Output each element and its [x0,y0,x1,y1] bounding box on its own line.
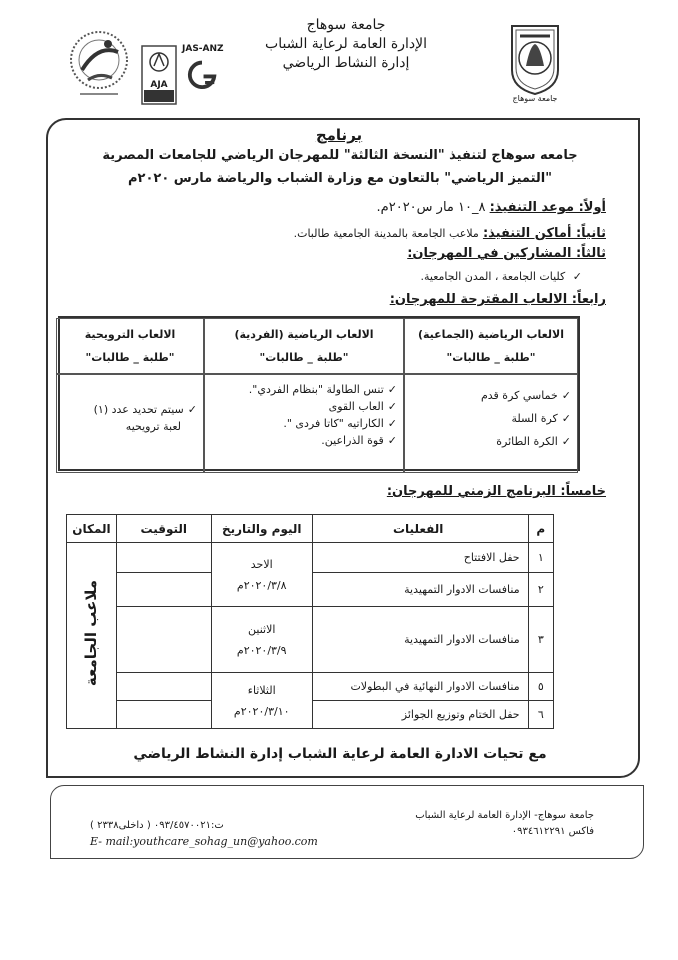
participants: كليات الجامعة ، المدن الجامعية. [420,270,566,283]
row-num: ٢ [528,573,553,607]
row-day: الثلاثاء [247,683,276,697]
game-name: العاب القوى [328,400,384,413]
list-item [211,417,397,430]
row-activity: منافسات الادوار النهائية في البطولات [312,673,528,701]
section-second [294,226,606,241]
list-item [63,403,197,416]
program-title: برنامج [315,126,363,144]
list-item [211,383,397,396]
section-first-value: ٨_١٠ مار س٢٠٢٠م. [376,200,486,215]
section-name: إدارة النشاط الرياضي [282,55,410,71]
section-fifth-label: خامساً: البرنامج الزمني للمهرجان: [386,484,606,499]
department-name: الإدارة العامة لرعاية الشباب [265,36,427,52]
row-date [211,607,312,673]
title-line-1: جامعه سوهاج لتنفيذ "النسخة الثالثة" للمهرجان الرياضي للجامعات المصرية [102,148,578,163]
games-table [58,316,580,471]
header-date: اليوم والتاريخ [211,515,312,543]
row-date-value: ٢٠٢٠/٣/١٠م [233,704,290,718]
section-second-value: ملاعب الجامعة بالمدينة الجامعية طالبات. [293,227,479,240]
games-team-sub: "طلبة _ طالبات" [446,351,536,364]
university-name: جامعة سوهاج [306,17,386,33]
checkmark-icon: ✓ [187,403,197,416]
games-individual-sub: "طلبة _ طالبات" [259,351,349,364]
row-activity: منافسات الادوار التمهيدية [312,607,528,673]
header-num: م [528,515,553,543]
header-place: المكان [67,515,117,543]
jas-anz-logo-icon [180,58,224,104]
games-recreational-list [56,374,204,473]
game-name: الكاراتيه "كاتا فردى ". [283,417,384,430]
list-item [63,420,197,433]
table-row [67,607,554,673]
footer-contact-right [358,808,594,840]
footer-contact-left [90,818,340,850]
row-activity: منافسات الادوار التمهيدية [312,573,528,607]
checkmark-icon: ✓ [561,389,571,402]
row-day: الاحد [250,557,273,571]
header-time: التوقيت [116,515,211,543]
game-name: الكرة الطائرة [496,435,558,448]
row-time [116,701,211,729]
checkmark-icon: ✓ [387,383,397,396]
section-third-item [420,270,582,283]
footer-email: E- mail:youthcare_sohag_un@yahoo.com [90,835,318,848]
row-time [116,673,211,701]
game-note: لعبة ترويحيه [125,420,181,433]
checkmark-icon: ✓ [561,435,571,448]
university-seal-icon [506,22,564,104]
footer-address: جامعة سوهاج- الإدارة العامة لرعاية الشباب [415,810,594,821]
letterhead [230,16,462,73]
games-team-title: الالعاب الرياضية (الجماعية) [417,328,564,341]
games-individual-title: الالعاب الرياضية (الفردية) [234,328,374,341]
table-row [67,543,554,573]
game-name: كرة السلة [511,412,558,425]
row-time [116,543,211,573]
row-date [211,543,312,607]
list-item [211,434,397,447]
schedule-header-row [67,515,554,543]
row-date-value: ٢٠٢٠/٣/٩م [236,643,287,657]
closing-signature: مع تحيات الادارة العامة لرعاية الشباب إدارة النشاط الرياضي [133,746,547,762]
row-date [211,673,312,729]
row-num: ٦ [528,701,553,729]
list-item [411,412,571,425]
checkmark-icon: ✓ [572,270,582,283]
checkmark-icon: ✓ [561,412,571,425]
aja-label: AJA [150,80,168,90]
game-note: سيتم تحديد عدد (١) [93,403,184,416]
section-third-label: ثالثاً: المشاركين في المهرجان: [407,246,606,261]
section-fourth [390,292,606,307]
section-first-label: أولاً: موعد التنفيذ: [489,200,606,215]
section-second-label: ثانياً: أماكن التنفيذ: [482,226,606,241]
place-name: ملاعب الجامعة [82,580,101,687]
schedule-table [66,514,554,729]
row-day: الاثنين [248,622,276,636]
schedule-place [67,543,117,729]
section-fifth [387,484,606,499]
row-num: ١ [528,543,553,573]
section-fourth-label: رابعاً: الالعاب المقترحة للمهرجان: [389,292,606,307]
row-activity: حفل الختام وتوزيع الجوائز [312,701,528,729]
games-recreational-title: الالعاب الترويحية [84,328,176,341]
row-date-value: ٢٠٢٠/٣/٨م [236,578,287,592]
game-name: خماسي كرة قدم [480,389,558,402]
footer-phone: ت:٠٩٣/٤٥٧٠٠٢١ ( داخلى٢٣٣٨ ) [90,820,224,831]
row-time [116,607,211,673]
aja-certification-icon [140,44,178,106]
title-line-2: "التميز الرياضي" بالتعاون مع وزارة الشباب والرياضة مارس ٢٠٢٠م [127,171,553,186]
sports-activity-logo-icon [68,22,130,114]
row-num: ٣ [528,607,553,673]
games-recreational-sub: "طلبة _ طالبات" [85,351,175,364]
games-recreational-header [56,318,204,374]
list-item [411,435,571,448]
checkmark-icon: ✓ [387,434,397,447]
table-row [67,673,554,701]
checkmark-icon: ✓ [387,400,397,413]
section-third [407,246,606,261]
row-num: ٥ [528,673,553,701]
list-item [211,400,397,413]
games-team-list [404,374,578,473]
row-activity: حفل الافتتاح [312,543,528,573]
checkmark-icon: ✓ [387,417,397,430]
game-name: تنس الطاولة "بنظام الفردي". [248,383,384,396]
list-item [411,389,571,402]
header-activity: الفعليات [312,515,528,543]
games-individual-header [204,318,404,374]
seal-caption: جامعة سوهاج [512,94,558,103]
game-name: قوة الذراعين. [321,434,384,447]
row-time [116,573,211,607]
games-individual-list [204,374,404,473]
section-first [377,200,606,215]
games-team-header [404,318,578,374]
jas-anz-label: JAS-ANZ [182,44,224,54]
footer-fax: فاكس ٠٩٣٤٦١٢٢٩١ [511,826,594,837]
